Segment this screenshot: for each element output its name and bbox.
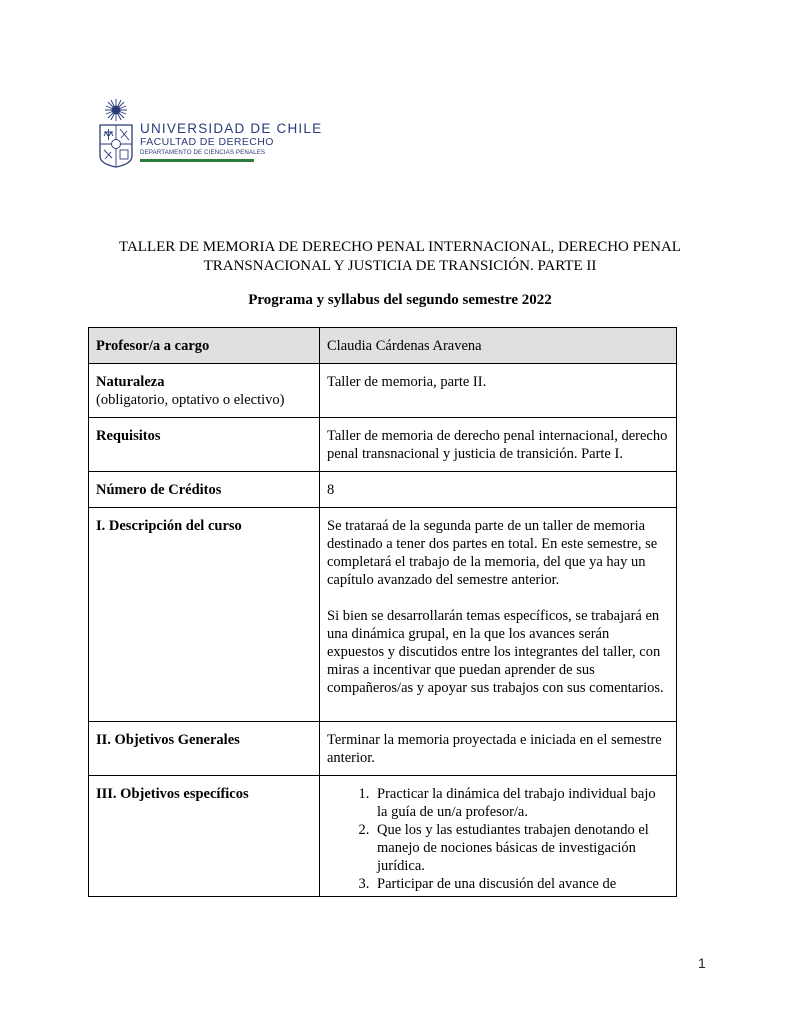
- table-row: [89, 508, 677, 722]
- page-number: 1: [698, 955, 706, 971]
- table-row: [89, 328, 677, 364]
- row-label: Profesor/a a cargo: [89, 328, 320, 364]
- row-label: II. Objetivos Generales: [89, 722, 320, 776]
- row-value: Claudia Cárdenas Aravena: [320, 328, 677, 364]
- title-line-1: TALLER DE MEMORIA DE DERECHO PENAL INTERNACIONAL, DERECHO PENAL: [119, 239, 681, 255]
- row-label: Número de Créditos: [89, 472, 320, 508]
- objectives-list: [327, 785, 669, 893]
- row-value: Taller de memoria de derecho penal internacional, derecho penal transnacional y justicia de transición. Parte I.: [320, 418, 677, 472]
- row-sublabel: (obligatorio, optativo o electivo): [96, 392, 285, 408]
- row-label: I. Descripción del curso: [89, 508, 320, 722]
- row-label: Naturaleza: [96, 374, 165, 390]
- table-row: [89, 472, 677, 508]
- row-label: Requisitos: [89, 418, 320, 472]
- logo-faculty-name: FACULTAD DE DERECHO: [140, 136, 274, 148]
- row-label: III. Objetivos específicos: [89, 776, 320, 897]
- course-info-table: [88, 327, 677, 897]
- row-label-cell: [89, 364, 320, 418]
- row-value-cell: [320, 508, 677, 722]
- document-title: [60, 238, 740, 276]
- table-row: [89, 722, 677, 776]
- row-value: 8: [320, 472, 677, 508]
- row-value-cell: [320, 776, 677, 897]
- logo-underline: [140, 159, 254, 162]
- row-value: Taller de memoria, parte II.: [320, 364, 677, 418]
- description-paragraph: Se trataraá de la segunda parte de un taller de memoria destinado a tener dos partes en total. En este semestre, se completará el trabajo de la memoria, del que ya hay un capítulo avanzado del semestre anterior.: [327, 518, 658, 588]
- title-line-2: TRANSNACIONAL Y JUSTICIA DE TRANSICIÓN. PARTE II: [203, 258, 597, 274]
- logo-department-name: DEPARTAMENTO DE CIENCIAS PENALES: [140, 149, 266, 156]
- university-crest-icon: [97, 98, 135, 168]
- university-logo: [97, 98, 323, 170]
- list-item: 2. Que los y las estudiantes trabajen denotando el manejo de nociones básicas de investigación jurídica.: [373, 821, 669, 875]
- list-item: 1. Practicar la dinámica del trabajo individual bajo la guía de un/a profesor/a.: [373, 785, 669, 821]
- table-row: [89, 776, 677, 897]
- logo-university-name: UNIVERSIDAD DE CHILE: [140, 121, 323, 136]
- row-value: Terminar la memoria proyectada e iniciada en el semestre anterior.: [320, 722, 677, 776]
- document-subtitle: Programa y syllabus del segundo semestre 2022: [248, 292, 552, 308]
- table-row: [89, 418, 677, 472]
- description-paragraph: Si bien se desarrollarán temas específicos, se trabajará en una dinámica grupal, en la que los avances serán expuestos y discutidos entre los integrantes del taller, con miras a incentivar que puedan aprender de sus compañeros/as y apoyar sus trabajos con sus comentarios.: [327, 608, 664, 696]
- list-item: 3. Participar de una discusión del avance de: [373, 875, 669, 893]
- table-row: [89, 364, 677, 418]
